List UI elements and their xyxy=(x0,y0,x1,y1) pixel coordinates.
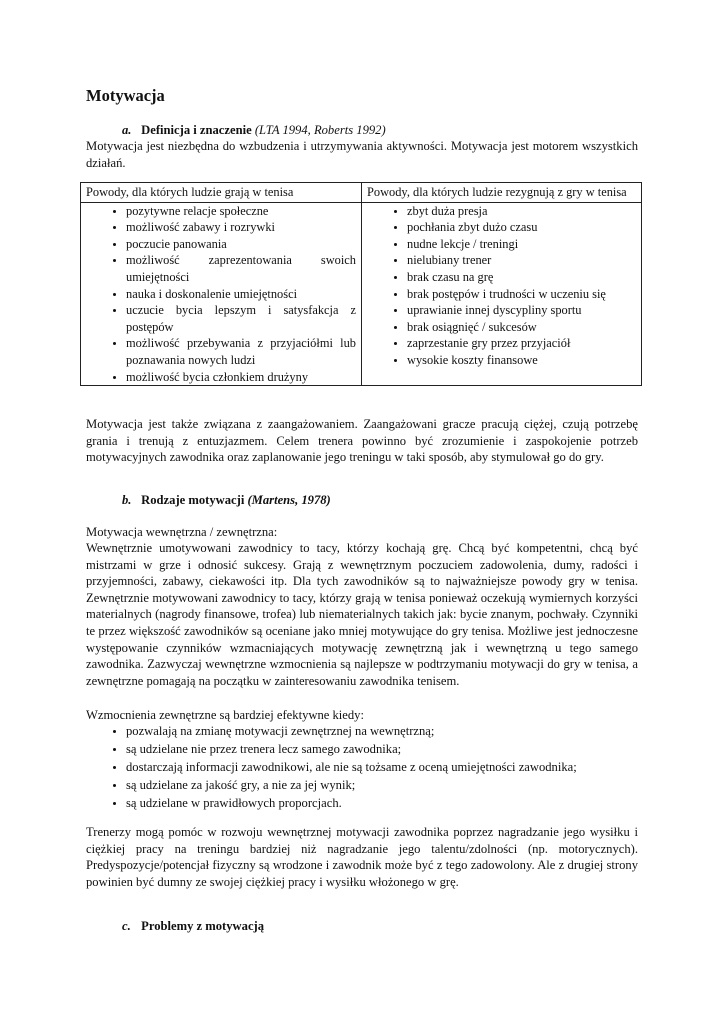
reasons-to-quit-cell xyxy=(362,202,642,386)
table-header-quit: Powody, dla których ludzie rezygnują z gry w tenisa xyxy=(362,183,642,203)
reasons-table xyxy=(80,182,642,386)
reasons-to-play-cell xyxy=(81,202,362,386)
reinforcements-label: Wzmocnienia zewnętrzne są bardziej efektywne kiedy: xyxy=(86,708,364,722)
list-item: • wysokie koszty finansowe xyxy=(407,352,636,369)
list-item: • zbyt duża presja xyxy=(407,203,636,220)
page-title: Motywacja xyxy=(86,86,165,105)
list-item: • są udzielane nie przez trenera lecz samego zawodnika; xyxy=(126,740,678,758)
reinforcements-list xyxy=(86,722,678,812)
list-item: • nudne lekcje / treningi xyxy=(407,236,636,253)
list-item: • uczucie bycia lepszym i satysfakcja z postępów xyxy=(126,302,356,335)
section-c-marker: c. xyxy=(122,919,131,933)
section-a-marker: a. xyxy=(122,123,132,137)
list-item: • zaprzestanie gry przez przyjaciół xyxy=(407,335,636,352)
list-item: • pozytywne relacje społeczne xyxy=(126,203,356,220)
list-item: • są udzielane za jakość gry, a nie za jej wynik; xyxy=(126,776,678,794)
list-item: • możliwość przebywania z przyjaciółmi lub poznawania nowych ludzi xyxy=(126,335,356,368)
section-b-title: Rodzaje motywacji xyxy=(141,493,245,507)
reasons-to-play-list xyxy=(86,203,356,386)
list-item: • możliwość zaprezentowania swoich umiejętności xyxy=(126,252,356,285)
section-a-heading xyxy=(122,122,386,139)
list-item: • pochłania zbyt dużo czasu xyxy=(407,219,636,236)
list-item: • pozwalają na zmianę motywacji zewnętrznej na wewnętrzną; xyxy=(126,722,678,740)
list-item: • nauka i doskonalenie umiejętności xyxy=(126,286,356,303)
list-item: • dostarczają informacji zawodnikowi, ale nie są tożsame z oceną umiejętności zawodnika; xyxy=(126,758,678,776)
list-item: • są udzielane w prawidłowych proporcjach. xyxy=(126,794,678,812)
list-item: • brak osiągnięć / sukcesów xyxy=(407,319,636,336)
motivation-types-label: Motywacja wewnętrzna / zewnętrzna: xyxy=(86,525,278,539)
list-item: • brak czasu na grę xyxy=(407,269,636,286)
list-item: • poczucie panowania xyxy=(126,236,356,253)
engagement-paragraph: Motywacja jest także związana z zaangażowaniem. Zaangażowani gracze pracują ciężej, czują potrzebę grania i trenują z entuzjazmem. Celem trenera powinno być zrozumienie i zaspokojenie potrzeb motywacyjnych zawodnika oraz zaplanowanie jego treningu w taki sposób, aby stymulował go do gry. xyxy=(86,417,638,465)
reasons-table-body-row xyxy=(81,202,642,386)
section-b-source: (Martens, 1978) xyxy=(247,493,331,507)
section-b-marker: b. xyxy=(122,493,132,507)
list-item: • brak postępów i trudności w uczeniu się xyxy=(407,286,636,303)
section-b-heading xyxy=(122,492,331,509)
list-item: • uprawianie innej dyscypliny sportu xyxy=(407,302,636,319)
section-c-heading xyxy=(122,918,264,935)
section-a-text: Motywacja jest niezbędna do wzbudzenia i utrzymywania aktywności. Motywacja jest motorem wszystkich działań. xyxy=(86,139,638,170)
trainers-paragraph: Trenerzy mogą pomóc w rozwoju wewnętrznej motywacji zawodnika poprzez nagradzanie jego wysiłku i ciężkiej pracy na treningu bardziej niż nagradzanie jego talentu/zdolności (np. motorycznych). Predyspozycje/potencjał fizyczny są wrodzone i zawodnik może być z tego zadowolony. Ale z drugiej strony powinien być dumny ze swojej ciężkiej pracy i wysiłku włożonego w grę. xyxy=(86,825,638,889)
section-a-source: (LTA 1994, Roberts 1992) xyxy=(254,123,386,137)
section-c-title: Problemy z motywacją xyxy=(141,919,265,933)
section-a-title: Definicja i znaczenie xyxy=(141,123,252,137)
reasons-table-header-row xyxy=(81,183,642,203)
table-header-play: Powody, dla których ludzie grają w tenisa xyxy=(81,183,362,203)
motivation-types-paragraph: Wewnętrznie umotywowani zawodnicy to tacy, którzy kochają grę. Chcą być kompetentni, chcą być mistrzami w grze i odnosić sukcesy. Grają z wewnętrznym poczuciem zadowolenia, dumy, radości i przyjemności, zabawy, ciekawości itp. Dla tych zawodników są to najważniejsze powody gry w tenisa. Zewnętrznie motywowani zawodnicy to tacy, którzy grają w tenisa ponieważ oczekują wymiernych korzyści materialnych (nagrody finansowe, trofea) lub niematerialnych takich jak: bycie znanym, pochwały. Czynniki te przez większość zawodników są oceniane jako mniej motywujące do gry tenisa. Możliwe jest jednoczesne występowanie czynników wzmacniających motywację zewnętrzną jak i wewnętrzną u tego samego zawodnika. Zazwyczaj wewnętrzne wzmocnienia są najlepsze w podtrzymaniu motywacji do gry w tenisa, a zewnętrzne pomagają na początku w zainteresowaniu zawodnika tenisem. xyxy=(86,541,638,688)
list-item: • nielubiany trener xyxy=(407,252,636,269)
list-item: • możliwość zabawy i rozrywki xyxy=(126,219,356,236)
reasons-to-quit-list xyxy=(367,203,636,369)
list-item: • możliwość bycia członkiem drużyny xyxy=(126,369,356,386)
